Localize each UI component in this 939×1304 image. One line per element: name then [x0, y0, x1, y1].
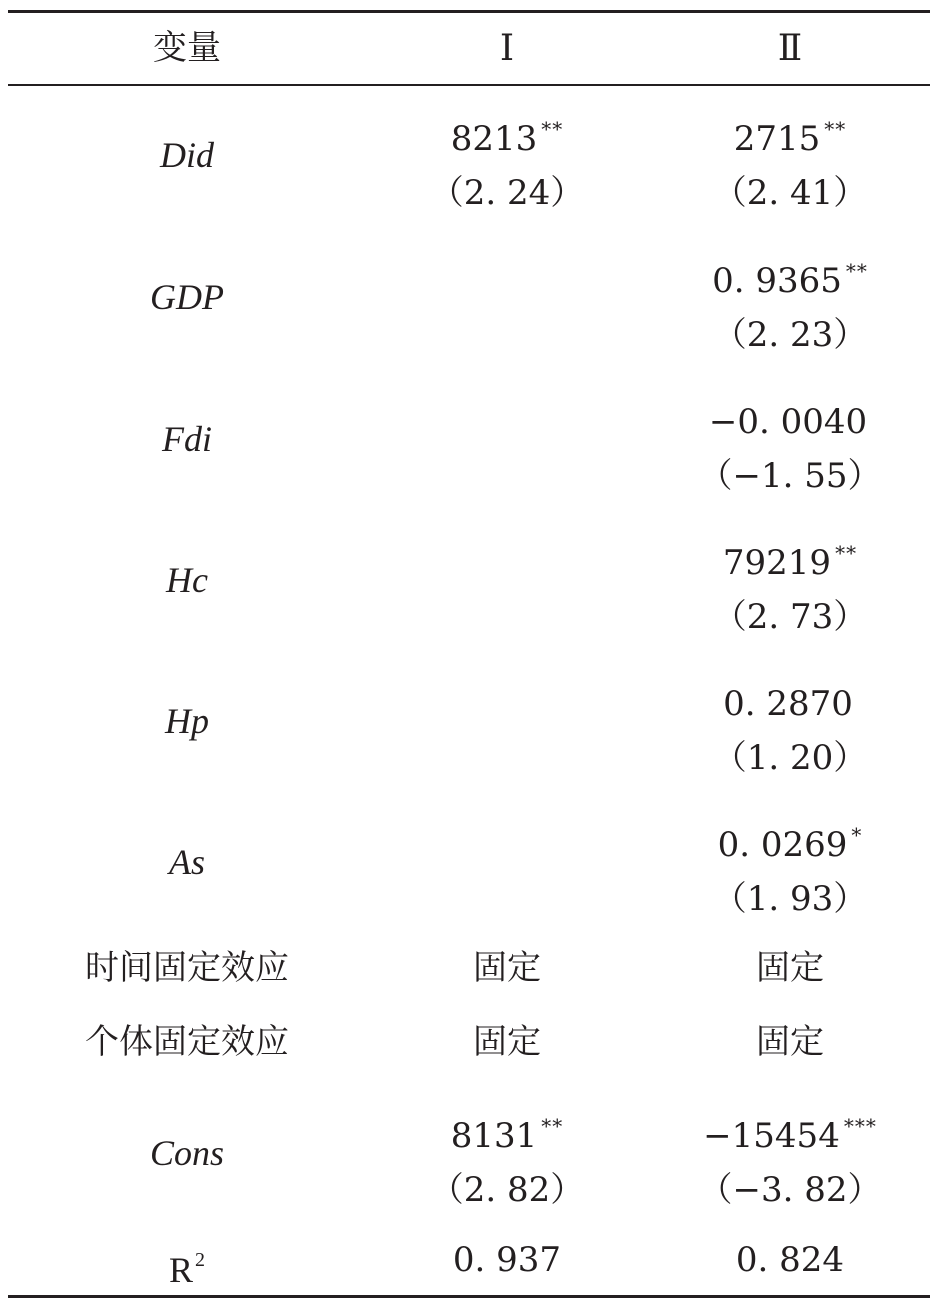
r-superscript: 2: [195, 1249, 205, 1271]
fixed-effect-value: 固定: [473, 948, 541, 988]
coef-cell: [650, 532, 930, 638]
t-stat: （2. 41）: [712, 173, 868, 213]
coef-cell: [650, 391, 930, 497]
row-label-individual-fixed-effect: 个体固定效应: [85, 1022, 289, 1062]
significance-stars: **: [835, 541, 858, 565]
significance-stars: **: [541, 1114, 564, 1138]
t-stat: （2. 24）: [429, 173, 585, 213]
row-label-as: As: [169, 842, 205, 882]
t-stat: （1. 93）: [712, 879, 868, 919]
significance-stars: **: [845, 259, 868, 283]
coef-cell: [650, 108, 930, 214]
r-squared-value: 0. 937: [452, 1240, 562, 1280]
coef-value: 0. 0269: [717, 825, 848, 865]
coef-cell: [650, 1105, 930, 1211]
row-label-fdi: Fdi: [162, 419, 212, 459]
header-variable: 变量: [153, 28, 221, 68]
fixed-effect-value: 固定: [756, 1022, 824, 1062]
coef-value: −15454: [703, 1116, 840, 1156]
top-rule: [8, 10, 930, 13]
coef-value: 79219: [722, 543, 832, 583]
coef-value: 0. 9365: [712, 261, 842, 301]
coef-cell: [352, 1105, 662, 1211]
significance-stars: **: [541, 117, 564, 141]
row-label-hc: Hc: [166, 560, 208, 600]
t-stat: （2. 82）: [429, 1170, 585, 1210]
header-col1: Ⅰ: [499, 28, 515, 68]
coef-value: 0. 2870: [723, 684, 853, 724]
t-stat: （−1. 55）: [698, 456, 882, 496]
r-squared-value: 0. 824: [735, 1240, 845, 1280]
row-label-hp: Hp: [165, 701, 209, 741]
row-label-gdp: GDP: [150, 277, 224, 317]
t-stat: （1. 20）: [712, 738, 868, 778]
header-rule: [8, 84, 930, 86]
t-stat: （−3. 82）: [698, 1170, 882, 1210]
header-col2: Ⅱ: [777, 28, 803, 68]
row-label-time-fixed-effect: 时间固定效应: [85, 948, 289, 988]
significance-stars: **: [824, 117, 847, 141]
coef-cell: [650, 250, 930, 356]
row-label-did: Did: [160, 135, 214, 175]
t-stat: （2. 23）: [712, 315, 868, 355]
coef-cell: [650, 673, 930, 779]
fixed-effect-value: 固定: [473, 1022, 541, 1062]
coef-value: 2715: [733, 119, 821, 159]
coef-value: 8131: [450, 1116, 538, 1156]
bottom-rule: [8, 1295, 930, 1298]
coef-value: −0. 0040: [708, 402, 868, 442]
row-label-r-squared: [30, 1239, 344, 1291]
r-symbol: R: [168, 1250, 193, 1290]
t-stat: （2. 73）: [712, 597, 868, 637]
significance-stars: ***: [843, 1114, 877, 1138]
row-label-cons: Cons: [149, 1133, 225, 1173]
coef-cell: [650, 814, 930, 920]
coef-cell: [352, 108, 662, 214]
significance-stars: *: [851, 823, 863, 847]
fixed-effect-value: 固定: [756, 948, 824, 988]
coef-value: 8213: [450, 119, 538, 159]
